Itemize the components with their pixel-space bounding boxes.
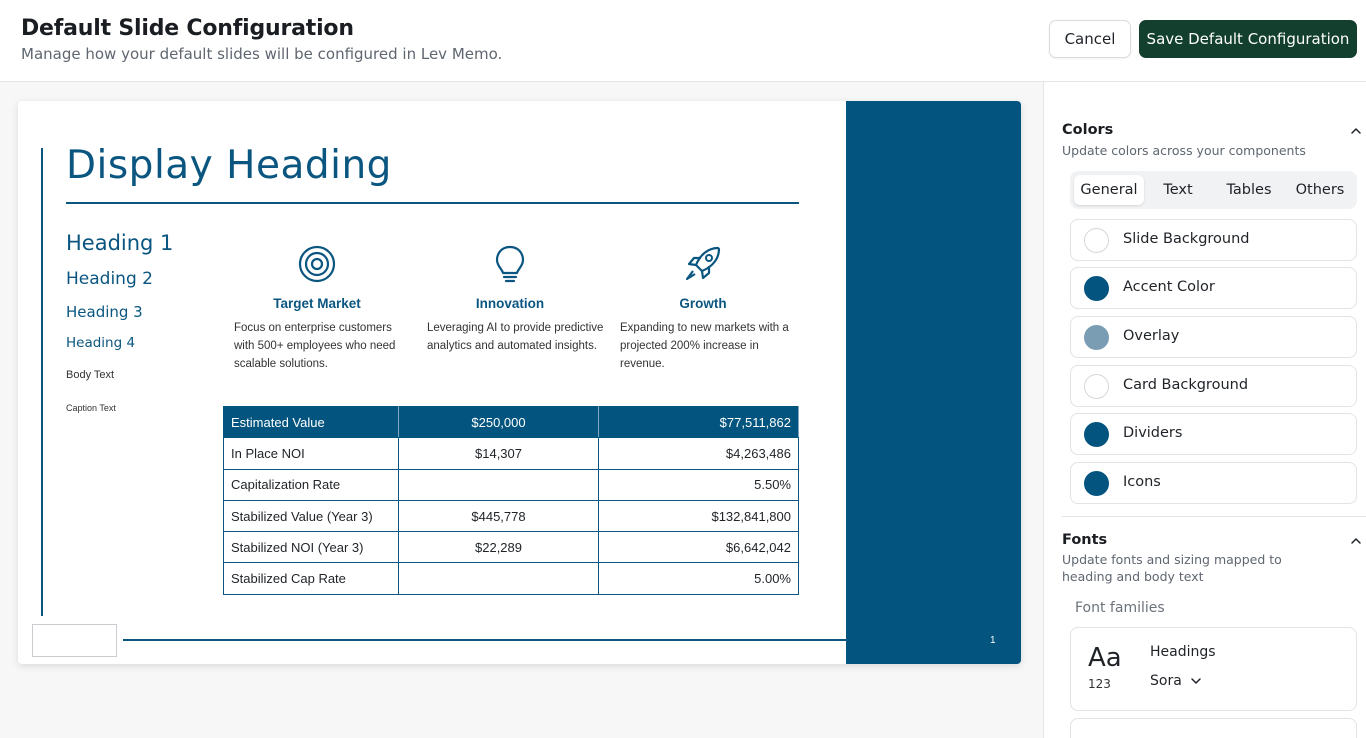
- table-cell: Capitalization Rate: [224, 469, 399, 500]
- slide-page-number: 1: [990, 635, 996, 646]
- section-divider: [1062, 516, 1366, 517]
- tab-text[interactable]: Text: [1163, 182, 1193, 198]
- table-cell: [399, 563, 599, 594]
- page-header: [0, 0, 1366, 82]
- color-label: Accent Color: [1123, 279, 1215, 295]
- fonts-section-title: Fonts: [1062, 532, 1108, 548]
- tab-others[interactable]: Others: [1295, 182, 1345, 198]
- color-row-overlay[interactable]: [1070, 316, 1357, 358]
- colors-section-title: Colors: [1062, 122, 1114, 138]
- headings-font-card: [1070, 627, 1357, 711]
- headings-font-select[interactable]: [1150, 673, 1202, 689]
- table-cell: $22,289: [399, 532, 599, 563]
- selected-font: Sora: [1150, 673, 1182, 689]
- color-swatch[interactable]: [1084, 325, 1109, 350]
- table-header-row: [224, 407, 799, 438]
- chevron-up-icon[interactable]: [1349, 534, 1363, 548]
- chevron-down-icon: [1190, 675, 1202, 687]
- table-cell: $250,000: [399, 407, 599, 438]
- heading-3-sample: Heading 3: [66, 303, 143, 321]
- color-label: Card Background: [1123, 377, 1249, 393]
- heading-divider: [66, 202, 799, 204]
- color-swatch[interactable]: [1084, 276, 1109, 301]
- color-swatch[interactable]: [1084, 422, 1109, 447]
- color-row-slide-background[interactable]: [1070, 219, 1357, 261]
- table-row: [224, 469, 799, 500]
- footer-divider: [123, 639, 846, 641]
- table-cell: [399, 469, 599, 500]
- settings-panel: [1043, 82, 1366, 738]
- caption-text-sample: Caption Text: [66, 403, 116, 413]
- slide-preview: [18, 101, 1021, 664]
- valuation-table: [223, 406, 799, 595]
- feature-title: Target Market: [273, 296, 361, 311]
- font-families-label: Font families: [1075, 600, 1165, 616]
- table-cell: Estimated Value: [224, 407, 399, 438]
- color-swatch[interactable]: [1084, 228, 1109, 253]
- tab-general[interactable]: General: [1074, 175, 1144, 205]
- slide-canvas: [0, 82, 1043, 738]
- feature-card: [234, 241, 414, 373]
- font-preview-aa: Aa: [1088, 643, 1122, 673]
- body-text-sample: Body Text: [66, 369, 115, 381]
- table-cell: $4,263,486: [599, 438, 799, 469]
- feature-description: Expanding to new markets with a projected 200% increase in revenue.: [620, 322, 789, 370]
- table-row: [224, 500, 799, 531]
- font-preview-numbers: 123: [1088, 677, 1111, 691]
- table-cell: $445,778: [399, 500, 599, 531]
- table-cell: $77,511,862: [599, 407, 799, 438]
- table-cell: Stabilized Cap Rate: [224, 563, 399, 594]
- feature-description: Focus on enterprise customers with 500+ employees who need scalable solutions.: [234, 322, 396, 370]
- heading-2-sample: Heading 2: [66, 269, 153, 289]
- rocket-icon: [680, 241, 726, 287]
- table-row: [224, 532, 799, 563]
- color-tabs: [1070, 171, 1357, 209]
- lightbulb-icon: [487, 241, 533, 287]
- body-font-card: [1070, 718, 1357, 738]
- table-cell: Stabilized Value (Year 3): [224, 500, 399, 531]
- slide-left-rule: [41, 148, 43, 616]
- color-row-dividers[interactable]: [1070, 413, 1357, 455]
- save-default-configuration-button[interactable]: Save Default Configuration: [1139, 20, 1357, 58]
- heading-4-sample: Heading 4: [66, 335, 136, 351]
- table-cell: $14,307: [399, 438, 599, 469]
- chevron-up-icon[interactable]: [1349, 124, 1363, 138]
- heading-1-sample: Heading 1: [66, 231, 174, 255]
- cancel-button[interactable]: Cancel: [1049, 20, 1131, 58]
- color-label: Slide Background: [1123, 231, 1250, 247]
- tab-tables[interactable]: Tables: [1226, 182, 1272, 198]
- display-heading: Display Heading: [66, 143, 392, 188]
- color-row-card-background[interactable]: [1070, 365, 1357, 407]
- page-subtitle: Manage how your default slides will be configured in Lev Memo.: [21, 45, 503, 63]
- color-label: Overlay: [1123, 328, 1180, 344]
- feature-card: [427, 241, 607, 355]
- feature-card: [620, 241, 800, 373]
- table-cell: $6,642,042: [599, 532, 799, 563]
- page-title: Default Slide Configuration: [21, 16, 354, 41]
- color-row-icons[interactable]: [1070, 462, 1357, 504]
- logo-placeholder: [32, 624, 117, 657]
- fonts-section-subtitle: Update fonts and sizing mapped to heading and body text: [1062, 552, 1282, 584]
- table-cell: Stabilized NOI (Year 3): [224, 532, 399, 563]
- table-row: [224, 438, 799, 469]
- color-label: Icons: [1123, 474, 1161, 490]
- color-label: Dividers: [1123, 425, 1183, 441]
- colors-section-subtitle: Update colors across your components: [1062, 143, 1306, 158]
- color-row-accent-color[interactable]: [1070, 267, 1357, 309]
- font-kind-label: Headings: [1150, 644, 1216, 660]
- feature-description: Leveraging AI to provide predictive analytics and automated insights.: [427, 322, 604, 352]
- feature-title: Innovation: [475, 296, 545, 311]
- slide-accent-panel: [846, 101, 1021, 664]
- target-icon: [294, 241, 340, 287]
- table-cell: 5.50%: [599, 469, 799, 500]
- color-swatch[interactable]: [1084, 374, 1109, 399]
- table-cell: 5.00%: [599, 563, 799, 594]
- color-swatch[interactable]: [1084, 471, 1109, 496]
- table-cell: $132,841,800: [599, 500, 799, 531]
- table-cell: In Place NOI: [224, 438, 399, 469]
- feature-title: Growth: [679, 296, 727, 311]
- table-row: [224, 563, 799, 594]
